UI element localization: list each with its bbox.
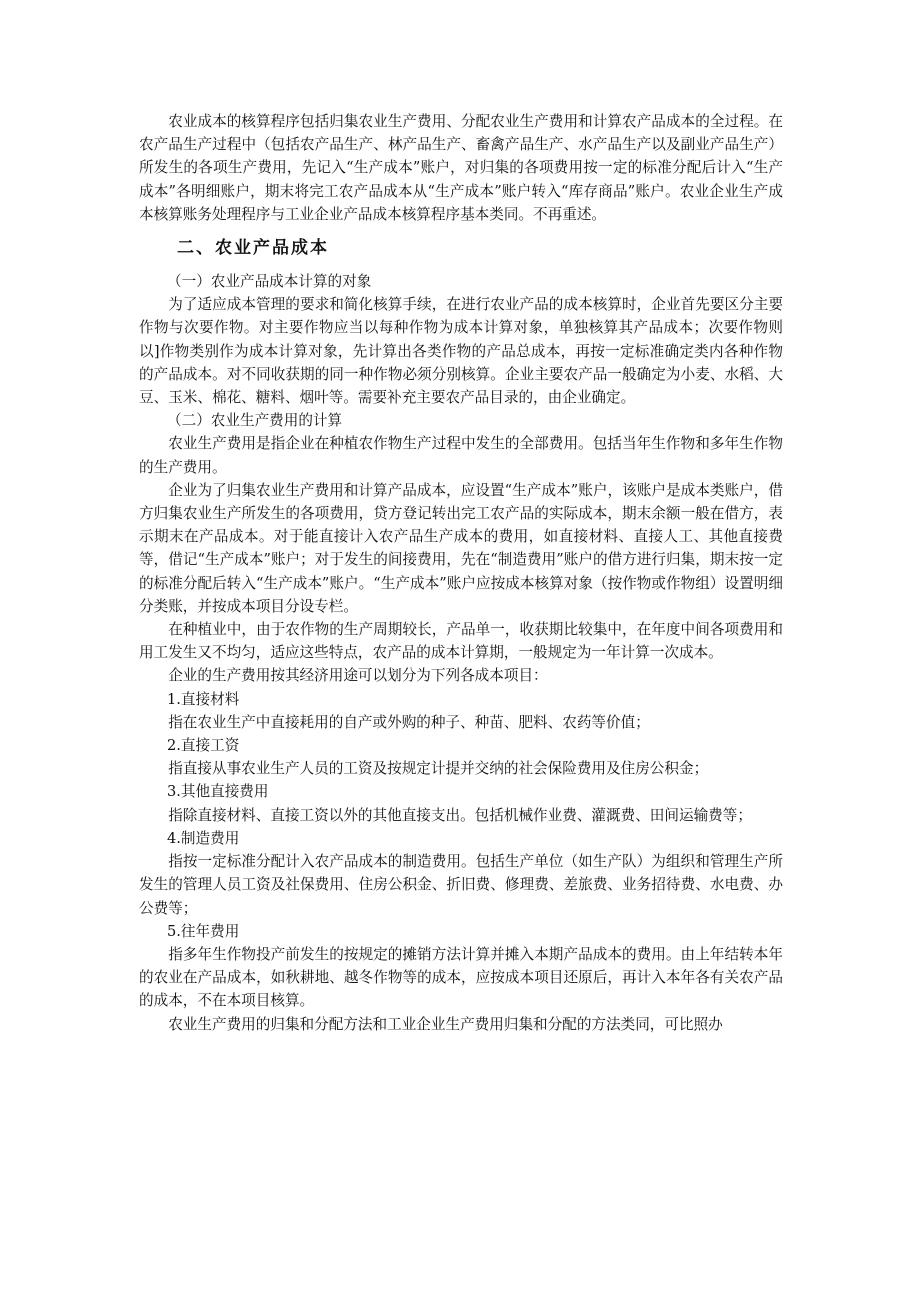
cost-item-title: 1.直接材料	[167, 690, 240, 708]
cost-item-description: 指除直接材料、直接工资以外的其他直接支出。包括机械作业费、灌溉费、田间运输费等；	[168, 806, 752, 824]
subsection-title-2: （二）农业生产费用的计算	[167, 412, 343, 430]
cost-item-title: 5.往年费用	[167, 922, 240, 940]
cost-item-title: 3.其他直接费用	[167, 783, 269, 801]
cost-item-description: 指在农业生产中直接耗用的自产或外购的种子、种苗、肥料、农药等价值；	[168, 713, 650, 731]
cost-item-description: 指多年生作物投产前发生的按规定的摊销方法计算并摊入本期产品成本的费用。由上年结转本年的农业在产品成本，如秋耕地、越冬作物等的成本，应按成本项目还原后，再计入本年各有关农产品的成本，不在本项目核算。	[139, 945, 783, 1010]
subsection-title-1: （一）农业产品成本计算的对象	[167, 273, 372, 291]
closing-paragraph: 农业生产费用的归集和分配方法和工业企业生产费用归集和分配的方法类同，可比照办	[168, 1015, 723, 1033]
cost-item-description: 指直接从事农业生产人员的工资及按规定计提并交纳的社会保险费用及住房公积金；	[168, 760, 709, 778]
cost-item-title: 2.直接工资	[167, 737, 240, 755]
cost-item-description: 指按一定标准分配计入农产品成本的制造费用。包括生产单位（如生产队）为组织和管理生产所发生的管理人员工资及社保费用、住房公积金、折旧费、修理费、差旅费、业务招待费、水电费、办公费等；	[139, 853, 783, 917]
intro-paragraph: 农业成本的核算程序包括归集农业生产费用、分配农业生产费用和计算农产品成本的全过程。在农产品生产过程中（包括农产品生产、林产品生产、畜禽产品生产、水产品生产以及副业产品生产）所发生的各项生产费用，先记入“生产成本”账户，对归集的各项费用按一定的标准分配后计入“生产成本”各明细账户，期末将完工农产品成本从“生产成本”账户转入“库存商品”账户。农业企业生产成本核算账务处理程序与工业企业产品成本核算程序基本类同。不再重述。	[139, 113, 783, 223]
subsection-2-paragraph-2: 企业为了归集农业生产费用和计算产品成本，应设置“生产成本”账户，该账户是成本类账户，借方归集农业生产所发生的各项费用，贷方登记转出完工农产品的实际成本，期末余额一般在借方，表示期末在产品成本。对于能直接计入农产品生产成本的费用，如直接材料、直接人工、其他直接费等，借记“生产成本”账户；对于发生的间接费用，先在“制造费用”账户的借方进行归集，期末按一定的标准分配后转入“生产成本”账户。“生产成本”账户应按成本核算对象（按作物或作物组）设置明细分类账，并按成本项目分设专栏。	[139, 481, 783, 615]
section-heading: 二、农业产品成本	[177, 238, 329, 259]
cost-item-title: 4.制造费用	[167, 829, 240, 847]
document-page	[139, 110, 783, 1036]
subsection-2-paragraph-1: 农业生产费用是指企业在种植农作物生产过程中发生的全部费用。包括当年生作物和多年生作物的生产费用。	[139, 435, 783, 476]
subsection-1-paragraph: 为了适应成本管理的要求和简化核算手续，在进行农业产品的成本核算时，企业首先要区分主要作物与次要作物。对主要作物应当以每种作物为成本计算对象，单独核算其产品成本；次要作物则以]作物类别作为成本计算对象，先计算出各类作物的产品总成本，再按一定标准确定类内各种作物的产品成本。对不同收获期的同一种作物必须分别核算。企业主要农产品一般确定为小麦、水稻、大豆、玉米、棉花、糖料、烟叶等。需要补充主要农产品目录的，由企业确定。	[139, 296, 783, 407]
subsection-2-paragraph-4: 企业的生产费用按其经济用途可以划分为下列各成本项目：	[168, 667, 548, 685]
subsection-2-paragraph-3: 在种植业中，由于农作物的生产周期较长，产品单一，收获期比较集中，在年度中间各项费用和用工发生又不均匀，适应这些特点，农产品的成本计算期，一般规定为一年计算一次成本。	[139, 621, 783, 662]
